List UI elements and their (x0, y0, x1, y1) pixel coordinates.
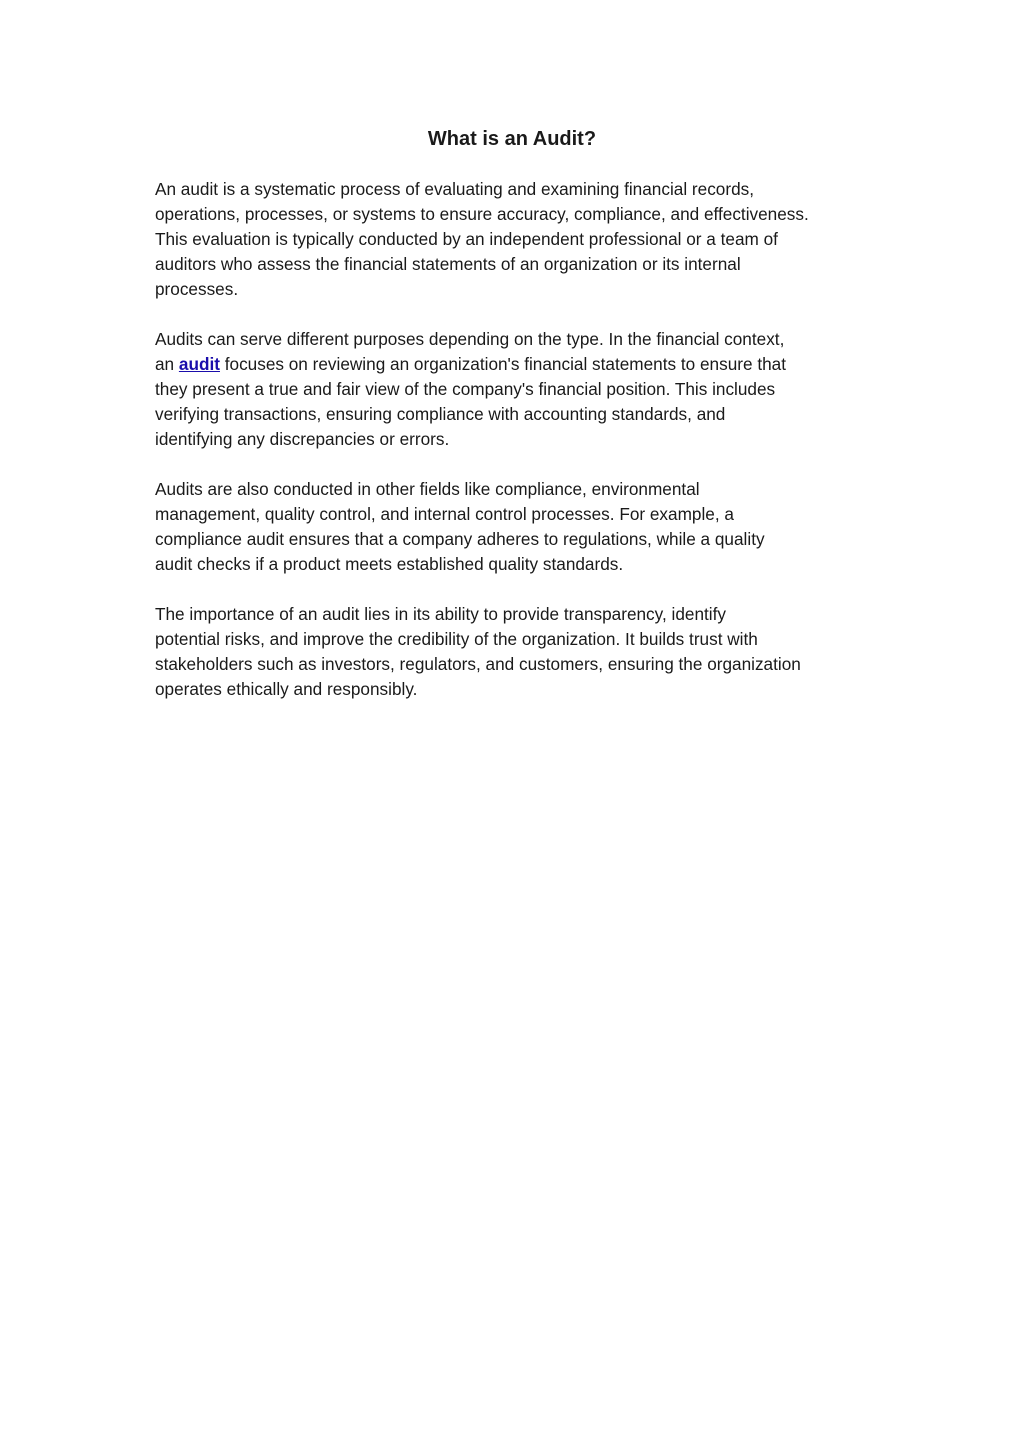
document-body (155, 177, 871, 727)
paragraph-purposes (155, 327, 871, 452)
paragraph-purposes-text-before: Audits can serve different purposes depending on the type. In the financial context, an (155, 329, 785, 374)
paragraph-purposes-text-after: focuses on reviewing an organization's financial statements to ensure that they present a true and fair view of the company's financial position. This includes verifying transactions, ensuring compliance with accounting standards, and identifying any discrepancies or errors. (155, 354, 786, 449)
page-title: What is an Audit? (427, 128, 597, 150)
paragraph-definition: An audit is a systematic process of evaluating and examining financial records, operations, processes, or systems to ensure accuracy, compliance, and effectiveness. This evaluation is typically conducted by an independent professional or a team of auditors who assess the financial statements of an organization or its internal processes. (155, 179, 809, 299)
audit-link[interactable]: audit (178, 354, 220, 374)
paragraph-other-fields: Audits are also conducted in other fields like compliance, environmental management, quality control, and internal control processes. For example, a compliance audit ensures that a company adheres to regulations, while a quality audit checks if a product meets established quality standards. (155, 479, 765, 574)
paragraph-importance: The importance of an audit lies in its ability to provide transparency, identify potential risks, and improve the credibility of the organization. It builds trust with stakeholders such as investors, regulators, and customers, ensuring the organization operates ethically and responsibly. (155, 604, 801, 699)
